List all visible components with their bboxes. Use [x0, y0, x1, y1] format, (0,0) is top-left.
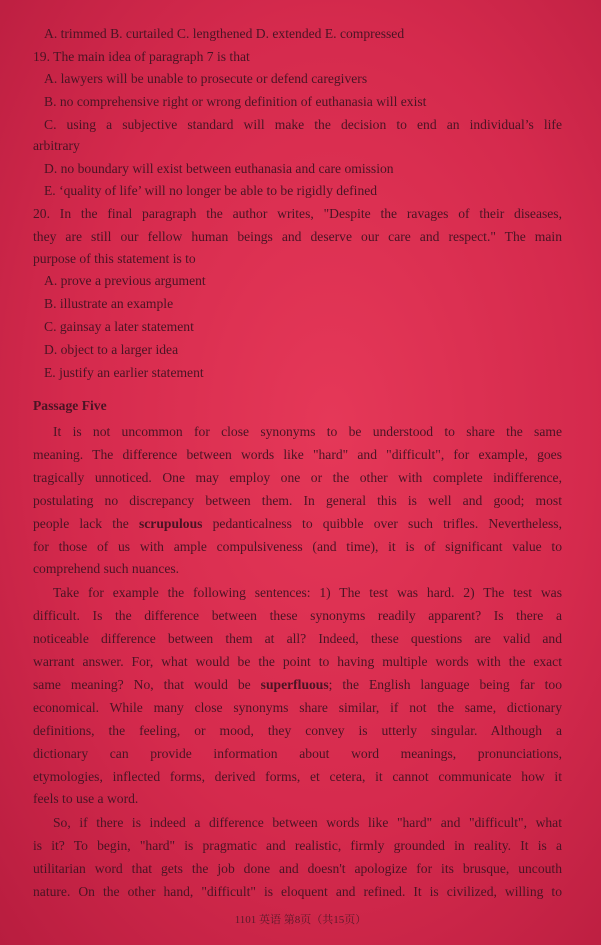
q20-stem-line-3: purpose of this statement is to	[33, 251, 196, 266]
p3-line: is it? To begin, "hard" is pragmatic and realistic, firmly grounded in reality. It is a	[33, 838, 562, 853]
p1-line: meaning. The difference between words like "hard" and "difficult", for example, goes	[33, 447, 562, 462]
q19-option-d: D. no boundary will exist between euthanasia and care omission	[44, 161, 394, 176]
q20-option-e: E. justify an earlier statement	[44, 365, 204, 380]
p1-line: It is not uncommon for close synonyms to be understood to share the same	[53, 424, 562, 439]
q19-stem: 19. The main idea of paragraph 7 is that	[33, 49, 250, 64]
p2-line: economical. While many close synonyms share similar, if not the same, dictionary	[33, 700, 562, 715]
q19-option-a: A. lawyers will be unable to prosecute or defend caregivers	[44, 71, 368, 86]
p3-line: utilitarian word that gets the job done and doesn't apologize for its brusque, uncouth	[33, 861, 562, 876]
p1-line: postulating no discrepancy between them. In general this is well and good; most	[33, 493, 562, 508]
p2-line: feels to use a word.	[33, 791, 139, 806]
p2-line-with-bold	[33, 676, 562, 694]
q20-stem-line-2: they are still our fellow human beings and deserve our care and respect." The main	[33, 229, 562, 244]
p1-line: comprehend such nuances.	[33, 561, 180, 576]
p3-line: nature. On the other hand, "difficult" is eloquent and refined. It is civilized, willing to	[33, 884, 562, 899]
p2-line: Take for example the following sentences: 1) The test was hard. 2) The test was	[53, 585, 562, 600]
vocab-word-scrupulous: scrupulous	[138, 516, 203, 531]
q20-option-a: A. prove a previous argument	[44, 273, 206, 288]
p2-line: difficult. Is the difference between these synonyms readily apparent? Is there a	[33, 608, 562, 623]
page-footer: 1101 英语 第8页（共15页）	[234, 914, 367, 926]
p1-line-with-bold	[33, 515, 562, 533]
q19-option-c-cont: arbitrary	[33, 138, 80, 153]
p1-line: tragically unnoticed. One may employ one or the other with complete indifference,	[33, 470, 562, 485]
q18-options: A. trimmed B. curtailed C. lengthened D. extended E. compressed	[44, 26, 405, 41]
p2-line: noticeable difference between them at all? Indeed, these questions are valid and	[33, 631, 562, 646]
p1-text: pedanticalness to quibble over such trifles. Nevertheless,	[202, 516, 562, 531]
q20-option-b: B. illustrate an example	[44, 296, 174, 311]
p2-text: same meaning? No, that would be	[33, 677, 261, 692]
q20-option-d: D. object to a larger idea	[44, 342, 179, 357]
p2-line: warrant answer. For, what would be the point to having multiple words with the exact	[33, 654, 562, 669]
q19-option-c: C. using a subjective standard will make the decision to end an individual’s life	[44, 117, 562, 132]
q20-option-c: C. gainsay a later statement	[44, 319, 194, 334]
q20-stem-line-1: 20. In the final paragraph the author writes, "Despite the ravages of their diseases,	[33, 206, 562, 221]
p3-line: So, if there is indeed a difference between words like "hard" and "difficult", what	[53, 815, 562, 830]
p1-text: people lack the	[33, 516, 139, 531]
q19-option-b: B. no comprehensive right or wrong definition of euthanasia will exist	[44, 94, 427, 109]
p2-line: definitions, the feeling, or mood, they convey is utterly singular. Although a	[33, 723, 562, 738]
vocab-word-superfluous: superfluous	[260, 677, 329, 692]
p1-line: for those of us with ample compulsiveness (and time), it is of significant value to	[33, 539, 562, 554]
p2-line: dictionary can provide information about word meanings, pronunciations,	[33, 746, 562, 761]
q19-option-e: E. ‘quality of life’ will no longer be able to be rigidly defined	[44, 183, 378, 198]
passage-heading: Passage Five	[33, 398, 107, 413]
p2-line: etymologies, inflected forms, derived forms, et cetera, it cannot communicate how it	[33, 769, 562, 784]
p2-text: ; the English language being far too	[328, 677, 562, 692]
